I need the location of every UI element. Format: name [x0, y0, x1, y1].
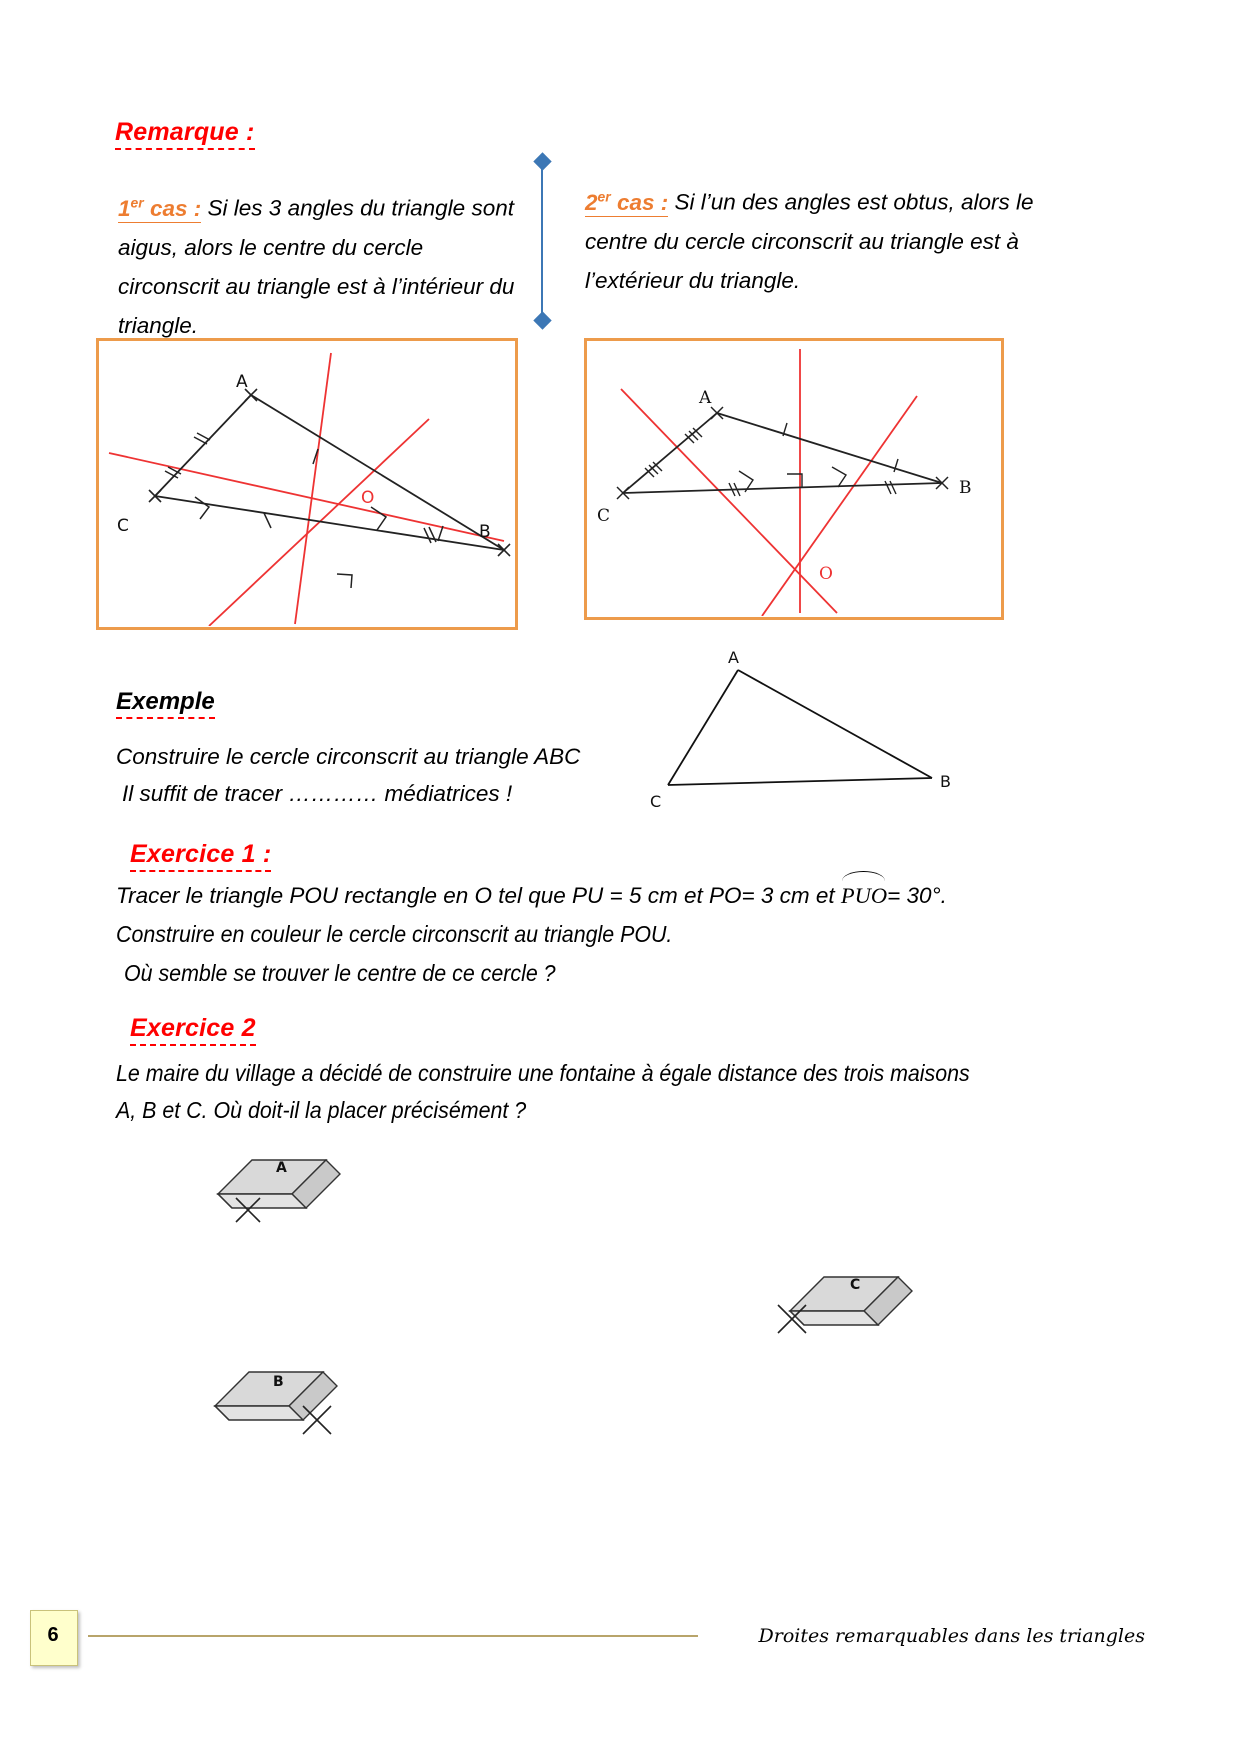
perpendicular-bisectors [109, 353, 504, 626]
house-b-cross-icon [303, 1406, 331, 1434]
footer-rule [88, 1635, 698, 1637]
case1-label: 1er cas : [118, 194, 202, 221]
label-B: B [959, 478, 972, 498]
angle-puo [841, 876, 887, 915]
example-label-A: A [728, 648, 739, 667]
house-c [772, 1253, 922, 1345]
case2-block [585, 177, 1080, 300]
remarque-heading-text: Remarque : [115, 118, 255, 150]
exemple-heading-text: Exemple [116, 688, 215, 719]
vertical-divider [541, 160, 543, 325]
example-label-B: B [940, 772, 951, 791]
label-O: O [819, 564, 833, 584]
house-a-wall [218, 1194, 306, 1208]
case1-block [118, 183, 523, 345]
acute-triangle-drawing [99, 341, 514, 626]
perpendicular-bisectors [621, 349, 917, 616]
exercice1-line1 [116, 876, 947, 915]
exemple-line2: Il suffit de tracer ………… médiatrices ! [122, 781, 513, 806]
page-number: 6 [47, 1624, 59, 1646]
exercice1-line1-post: = 30°. [887, 883, 947, 908]
label-A: A [236, 372, 248, 392]
label-O: O [361, 488, 375, 508]
exemple-line1: Construire le cercle circonscrit au triangle ABC [116, 744, 581, 769]
label-B: B [479, 522, 491, 542]
remarque-heading [115, 118, 255, 147]
exercice2-heading [130, 1014, 256, 1043]
exercice2-line2: A, B et C. Où doit-il la placer précisément ? [116, 1097, 527, 1123]
exercice2-line1: Le maire du village a décidé de construire une fontaine à égale distance des trois maisons [116, 1060, 970, 1086]
case1-text: Si les 3 angles du triangle sont aigus, alors le centre du cercle circonscrit au triangle est à l’intérieur du triangle. [118, 195, 515, 338]
house-b [205, 1348, 355, 1440]
diamond-top-icon [533, 152, 551, 170]
house-c-label: C [850, 1277, 861, 1293]
example-triangle-drawing [640, 645, 980, 815]
figure-obtuse-triangle [584, 338, 1004, 620]
exercice1-heading-text: Exercice 1 : [130, 840, 271, 872]
figure-acute-triangle [96, 338, 518, 630]
case2-text: Si l’un des angles est obtus, alors le centre du cercle circonscrit au triangle est à l’extérieur du triangle. [585, 189, 1034, 293]
example-label-C: C [650, 792, 662, 811]
case2-label: 2er cas : [585, 188, 669, 215]
label-A: A [699, 388, 712, 408]
footer-title: Droites remarquables dans les triangles [758, 1625, 1145, 1647]
exercice1-line1-pre: Tracer le triangle POU rectangle en O tel que PU = 5 cm et PO= 3 cm et [116, 883, 841, 908]
house-a [208, 1136, 358, 1228]
angle-puo-text: PUO [840, 883, 888, 908]
label-C: C [117, 516, 129, 536]
example-triangle-outline [668, 670, 932, 785]
exemple-heading [116, 688, 215, 716]
house-c-wall [790, 1311, 878, 1325]
obtuse-triangle-drawing [587, 341, 1000, 616]
right-angle-marks [195, 497, 386, 588]
exercice1-line3: Où semble se trouver le centre de ce cercle ? [124, 960, 556, 986]
exercice1-line2: Construire en couleur le cercle circonscrit au triangle POU. [116, 921, 673, 947]
angle-arc-icon [842, 871, 885, 881]
triangle-outline [155, 395, 504, 550]
exercice1-heading [130, 840, 271, 869]
diamond-bottom-icon [533, 311, 551, 329]
triangle-outline [623, 413, 942, 493]
house-b-label: B [273, 1374, 284, 1390]
exercice2-heading-text: Exercice 2 [130, 1014, 256, 1046]
label-C: C [597, 506, 611, 526]
house-a-label: A [276, 1160, 287, 1176]
house-b-wall [215, 1406, 303, 1420]
